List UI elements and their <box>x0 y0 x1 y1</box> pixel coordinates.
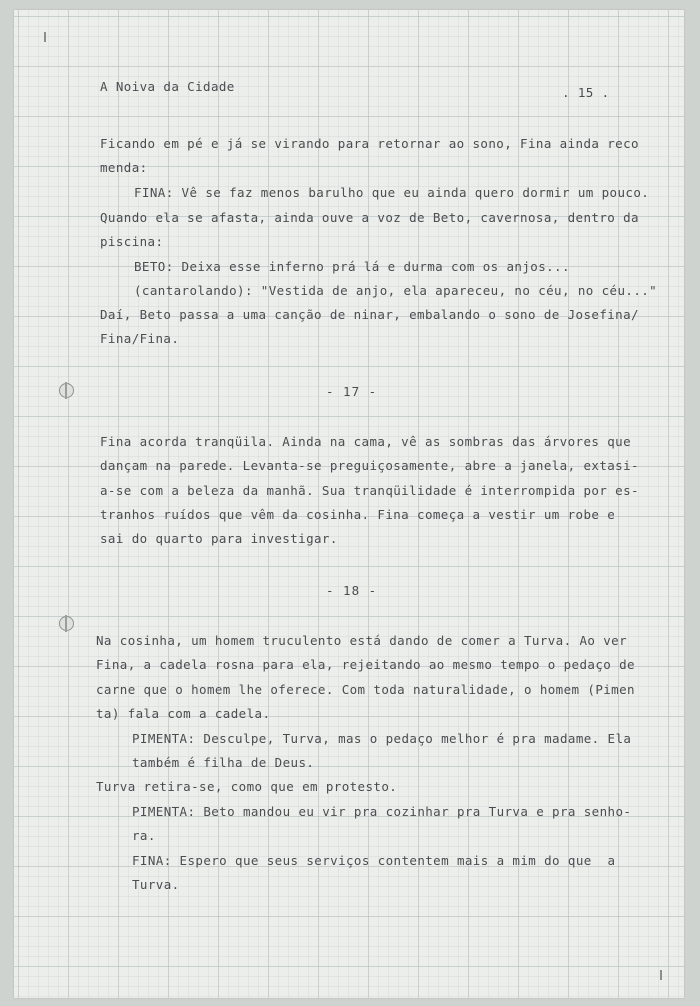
corner-mark-icon <box>44 32 46 42</box>
text-line: tranhos ruídos que vêm da cosinha. Fina começa a vestir um robe e <box>100 507 616 522</box>
dialogue-line: PIMENTA: Desculpe, Turva, mas o pedaço melhor é pra madame. Ela <box>132 731 632 746</box>
dialogue-line: BETO: Deixa esse inferno prá lá e durma com os anjos... <box>134 259 570 274</box>
punch-hole-icon <box>59 383 74 398</box>
text-line: Fina, a cadela rosna para ela, rejeitando ao mesmo tempo o pedaço de <box>96 657 635 672</box>
text-line: sai do quarto para investigar. <box>100 531 338 546</box>
dialogue-line: FINA: Espero que seus serviços contentem mais a mim do que a <box>132 853 616 868</box>
text-line: Turva retira-se, como que em protesto. <box>96 779 398 794</box>
text-line: piscina: <box>100 234 164 249</box>
punch-hole-icon <box>59 616 74 631</box>
text-line: Quando ela se afasta, ainda ouve a voz de Beto, cavernosa, dentro da <box>100 210 639 225</box>
text-line: Na cosinha, um homem truculento está dando de comer a Turva. Ao ver <box>96 633 628 648</box>
text-line: dançam na parede. Levanta-se preguiçosamente, abre a janela, extasi- <box>100 458 639 473</box>
typewritten-sheet <box>14 10 684 998</box>
text-line: Fina acorda tranqüila. Ainda na cama, vê as sombras das árvores que <box>100 434 632 449</box>
corner-mark-icon <box>660 970 662 980</box>
document-title: A Noiva da Cidade <box>100 79 235 94</box>
dialogue-line: Turva. <box>132 877 180 892</box>
text-line: menda: <box>100 160 148 175</box>
dialogue-line: (cantarolando): "Vestida de anjo, ela apareceu, no céu, no céu..." <box>134 283 658 298</box>
dialogue-line: PIMENTA: Beto mandou eu vir pra cozinhar pra Turva e pra senho- <box>132 804 632 819</box>
text-line: a-se com a beleza da manhã. Sua tranqüilidade é interrompida por es- <box>100 483 639 498</box>
text-line: Fina/Fina. <box>100 331 180 346</box>
paper-page <box>14 10 684 998</box>
text-line: carne que o homem lhe oferece. Com toda naturalidade, o homem (Pimen <box>96 682 635 697</box>
text-line: Ficando em pé e já se virando para retornar ao sono, Fina ainda reco <box>100 136 639 151</box>
scene-number: - 17 - <box>326 384 378 399</box>
page-number: . 15 . <box>562 85 610 100</box>
dialogue-line: FINA: Vê se faz menos barulho que eu ainda quero dormir um pouco. <box>134 185 650 200</box>
text-line: Daí, Beto passa a uma canção de ninar, embalando o sono de Josefina/ <box>100 307 639 322</box>
dialogue-line: ra. <box>132 828 156 843</box>
scene-number: - 18 - <box>326 583 378 598</box>
text-line: ta) fala com a cadela. <box>96 706 271 721</box>
dialogue-line: também é filha de Deus. <box>132 755 315 770</box>
